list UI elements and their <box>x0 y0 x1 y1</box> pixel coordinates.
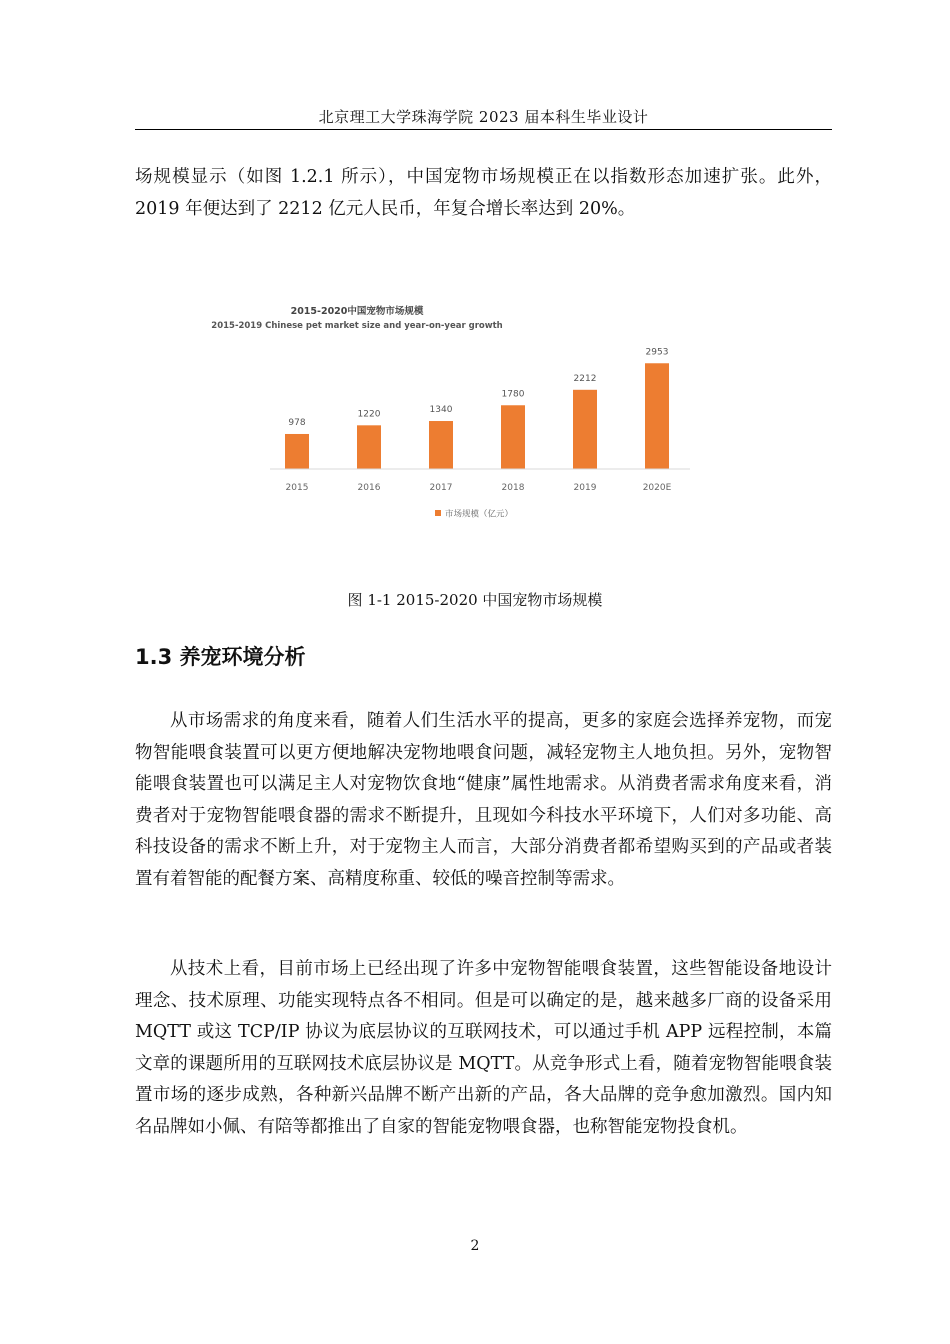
bar-2017 <box>429 421 453 469</box>
x-tick-2016: 2016 <box>357 483 381 493</box>
data-label-2019: 2212 <box>573 373 597 384</box>
section-paragraph-1: 从市场需求的角度来看，随着人们生活水平的提高，更多的家庭会选择养宠物，而宠物智能喂食装置可以更方便地解决宠物地喂食问题，减轻宠物主人地负担。另外，宠物智能喂食装置也可以满足主人对宠物饮食地“健康”属性地需求。从消费者需求角度来看，消费者对于宠物智能喂食器的需求不断提升，且现如今科技水平环境下，人们对多功能、高科技设备的需求不断上升，对于宠物主人而言，大部分消费者都希望购买到的产品或者装置有着智能的配餐方案、高精度称重、较低的噪音控制等需求。 <box>135 711 832 889</box>
page-header: 北京理工大学珠海学院 2023 届本科生毕业设计 <box>318 108 649 126</box>
data-label-2018: 1780 <box>501 389 525 400</box>
header-rule <box>135 129 832 130</box>
data-label-2017: 1340 <box>429 405 453 416</box>
bar-2020E <box>645 363 669 469</box>
x-tick-2017: 2017 <box>429 483 453 493</box>
bar-2018 <box>501 405 525 469</box>
legend-swatch <box>435 510 441 516</box>
figure-caption: 图 1-1 2015-2020 中国宠物市场规模 <box>347 591 603 609</box>
bar-2019 <box>573 390 597 469</box>
bar-2016 <box>357 425 381 469</box>
intro-paragraph: 场规模显示（如图 1.2.1 所示），中国宠物市场规模正在以指数形态加速扩张。此外，2019 年便达到了 2212 亿元人民币，年复合增长率达到 20%。 <box>135 167 832 219</box>
market-size-chart <box>211 298 710 530</box>
x-tick-2015: 2015 <box>285 483 309 493</box>
section-paragraph-2: 从技术上看，目前市场上已经出现了许多中宠物智能喂食装置，这些智能设备地设计理念、技术原理、功能实现特点各不相同。但是可以确定的是，越来越多厂商的设备采用 MQTT 或这 TCP/IP 协议为底层协议的互联网技术，可以通过手机 APP 远程控制，本篇文章的课题所用的互联网技术底层协议是 MQTT。从竞争形式上看，随着宠物智能喂食装置市场的逐步成熟，各种新兴品牌不断产出新的产品，各大品牌的竞争愈加激烈。国内知名品牌如小佩、有陪等都推出了自家的智能宠物喂食器，也称智能宠物投食机。 <box>135 959 832 1137</box>
x-tick-2019: 2019 <box>573 483 597 493</box>
section-title: 1.3 养宠环境分析 <box>135 645 306 669</box>
data-label-2020E: 2953 <box>645 347 669 358</box>
legend-label: 市场规模（亿元） <box>445 509 514 520</box>
chart-subtitle: 2015-2019 Chinese pet market size and year-on-year growth <box>211 321 503 331</box>
x-tick-2020E: 2020E <box>642 483 672 493</box>
data-label-2016: 1220 <box>357 409 381 420</box>
chart-title: 2015-2020中国宠物市场规模 <box>290 306 424 317</box>
x-tick-2018: 2018 <box>501 483 525 493</box>
page-number: 2 <box>470 1238 480 1254</box>
data-label-2015: 978 <box>288 417 306 428</box>
bar-2015 <box>285 434 309 469</box>
